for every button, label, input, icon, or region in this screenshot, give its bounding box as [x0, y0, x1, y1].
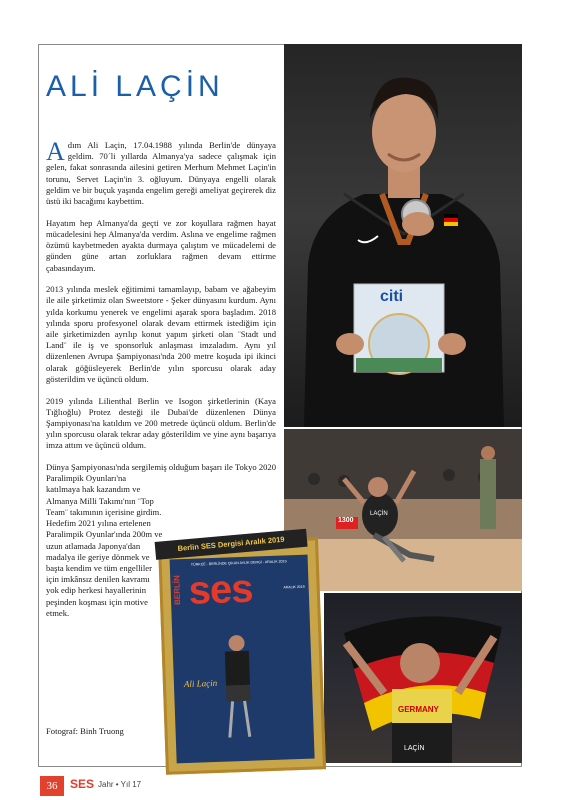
bib-number: 1300 [338, 517, 354, 524]
magazine-athlete-illustration [216, 632, 260, 741]
footer-logo: SES [70, 777, 95, 791]
paragraph-5-wide: Dünya Şampiyonası'nda sergilemiş olduğum başarı ile Tokyo 2020 Paralimpik Oyunları'na [46, 462, 277, 484]
article-title: ALİ LAÇİN [46, 70, 224, 104]
paragraph-1 [46, 137, 276, 207]
magazine-topline: TÜRKÇE - BERLİNDE ÇIKAN AYLIK DERGİ - ARALIK 2019 [190, 559, 287, 567]
shirt-text: GERMANY [398, 705, 439, 714]
paragraph-4: 2019 yılında Lilienthal Berlin ve Isogon şirketlerinin (Kaya Tığlıoğlu) Protez desteği ile Dubai'de düzenlenen Dünya Şampiyonası'na katıldım ve 200 metrede üçüncü oldum. Berlin'de yılın sporcusu olarak tekrar aday gösterildim ve yine aynı başarıya imza attım ve üçüncü oldum. [46, 395, 276, 451]
page-number: 36 [40, 776, 64, 796]
magazine-side-label: BERLİN [172, 575, 183, 606]
magazine-athlete-name: Ali Laçin [183, 677, 218, 690]
flag-celebration-photo [324, 593, 522, 763]
long-jump-photo [284, 429, 522, 591]
bib-name-2: LAÇİN [370, 511, 388, 517]
long-jump-illustration [284, 429, 522, 591]
magazine-banner: Berlin SES Dergisi Aralık 2019 [155, 529, 308, 560]
magazine-inner [170, 555, 315, 764]
drop-cap: A [46, 137, 65, 166]
magazine-cover [158, 534, 326, 774]
magazine-logo: ses [187, 566, 254, 613]
paragraph-1-text: dım Ali Laçin, 17.04.1988 yılında Berlin'de dünyaya geldim. 70´li yıllarda Almanya'ya sadece çalışmak için gelen, fakat sonrasında ailesini getiren Merhum Mehmet Laçin'in torunu, Servet Laçin'in 3. oğluyum. Dünyaya engelli olarak geldim ve bir buçuk yaşında engelim gereği ameliyat geçirerek diz üstü iki bacağımı kaybettim. [46, 140, 276, 207]
portrait-illustration [284, 44, 522, 427]
paragraph-2: Hayatım hep Almanya'da geçti ve zor koşullara rağmen hayat mücadelesini hep Almanya'da verdim. Aslına ve engelime rağmen özümü kaybetmeden ayakta durmaya çalıştım ve mücadelemi de günden güne artan zorluklara rağmen devam ettirme çabasındayım. [46, 217, 276, 273]
paragraph-3: 2013 yılında meslek eğitimimi tamamlayıp, babam ve ağabeyim ile aile şirketimiz olan Sweetstore - Şeker dünyasını kurdum. Aynı yılda korkumu yenerek ve engelimi aşarak spora başladım. 2018 yılında sporu profesyonel olarak devam ettirmek istediğim için aile şirketimizden ayrılıp konut yapım şirketi olan ¨Stadt und Land¨ ile iş ve sponsorluk anlaşması imzaladım. Aynı yıl düzenlenen Avrupa Şampiyonası'nda 200 metre koşuda ipi ikinci olarak göğüsleyerek Berlin'de yılın sporcusu olarak aday gösterildim ve üçüncü oldum. [46, 284, 276, 384]
paragraph-5-narrow: katılmaya hak kazandım ve Almanya Milli Takımı'nın ¨Top Team¨ takımının içerisine girdim. Hedefim 2021 yılına ertelenen Paralimpik Oyunlar'ında 200m ve uzun atlamada Japonya'dan madalya ile geriye dönmek ve başta kendim ve tüm engelliler için imkânsız denilen kavramı yok edip herkesi hayallerinin peşinden koşması için motive etmek. [46, 484, 163, 618]
athlete-portrait-photo [284, 44, 522, 427]
photo-credit: Fotograf: Binh Truong [46, 726, 124, 736]
magazine-date: ARALIK 2019 [283, 584, 305, 590]
citi-sponsor-logo: citi [380, 288, 404, 305]
bib-name-3: LAÇİN [404, 745, 425, 752]
flag-celebration-illustration [324, 593, 522, 763]
footer-issue: Jahr • Yıl 17 [98, 780, 142, 789]
